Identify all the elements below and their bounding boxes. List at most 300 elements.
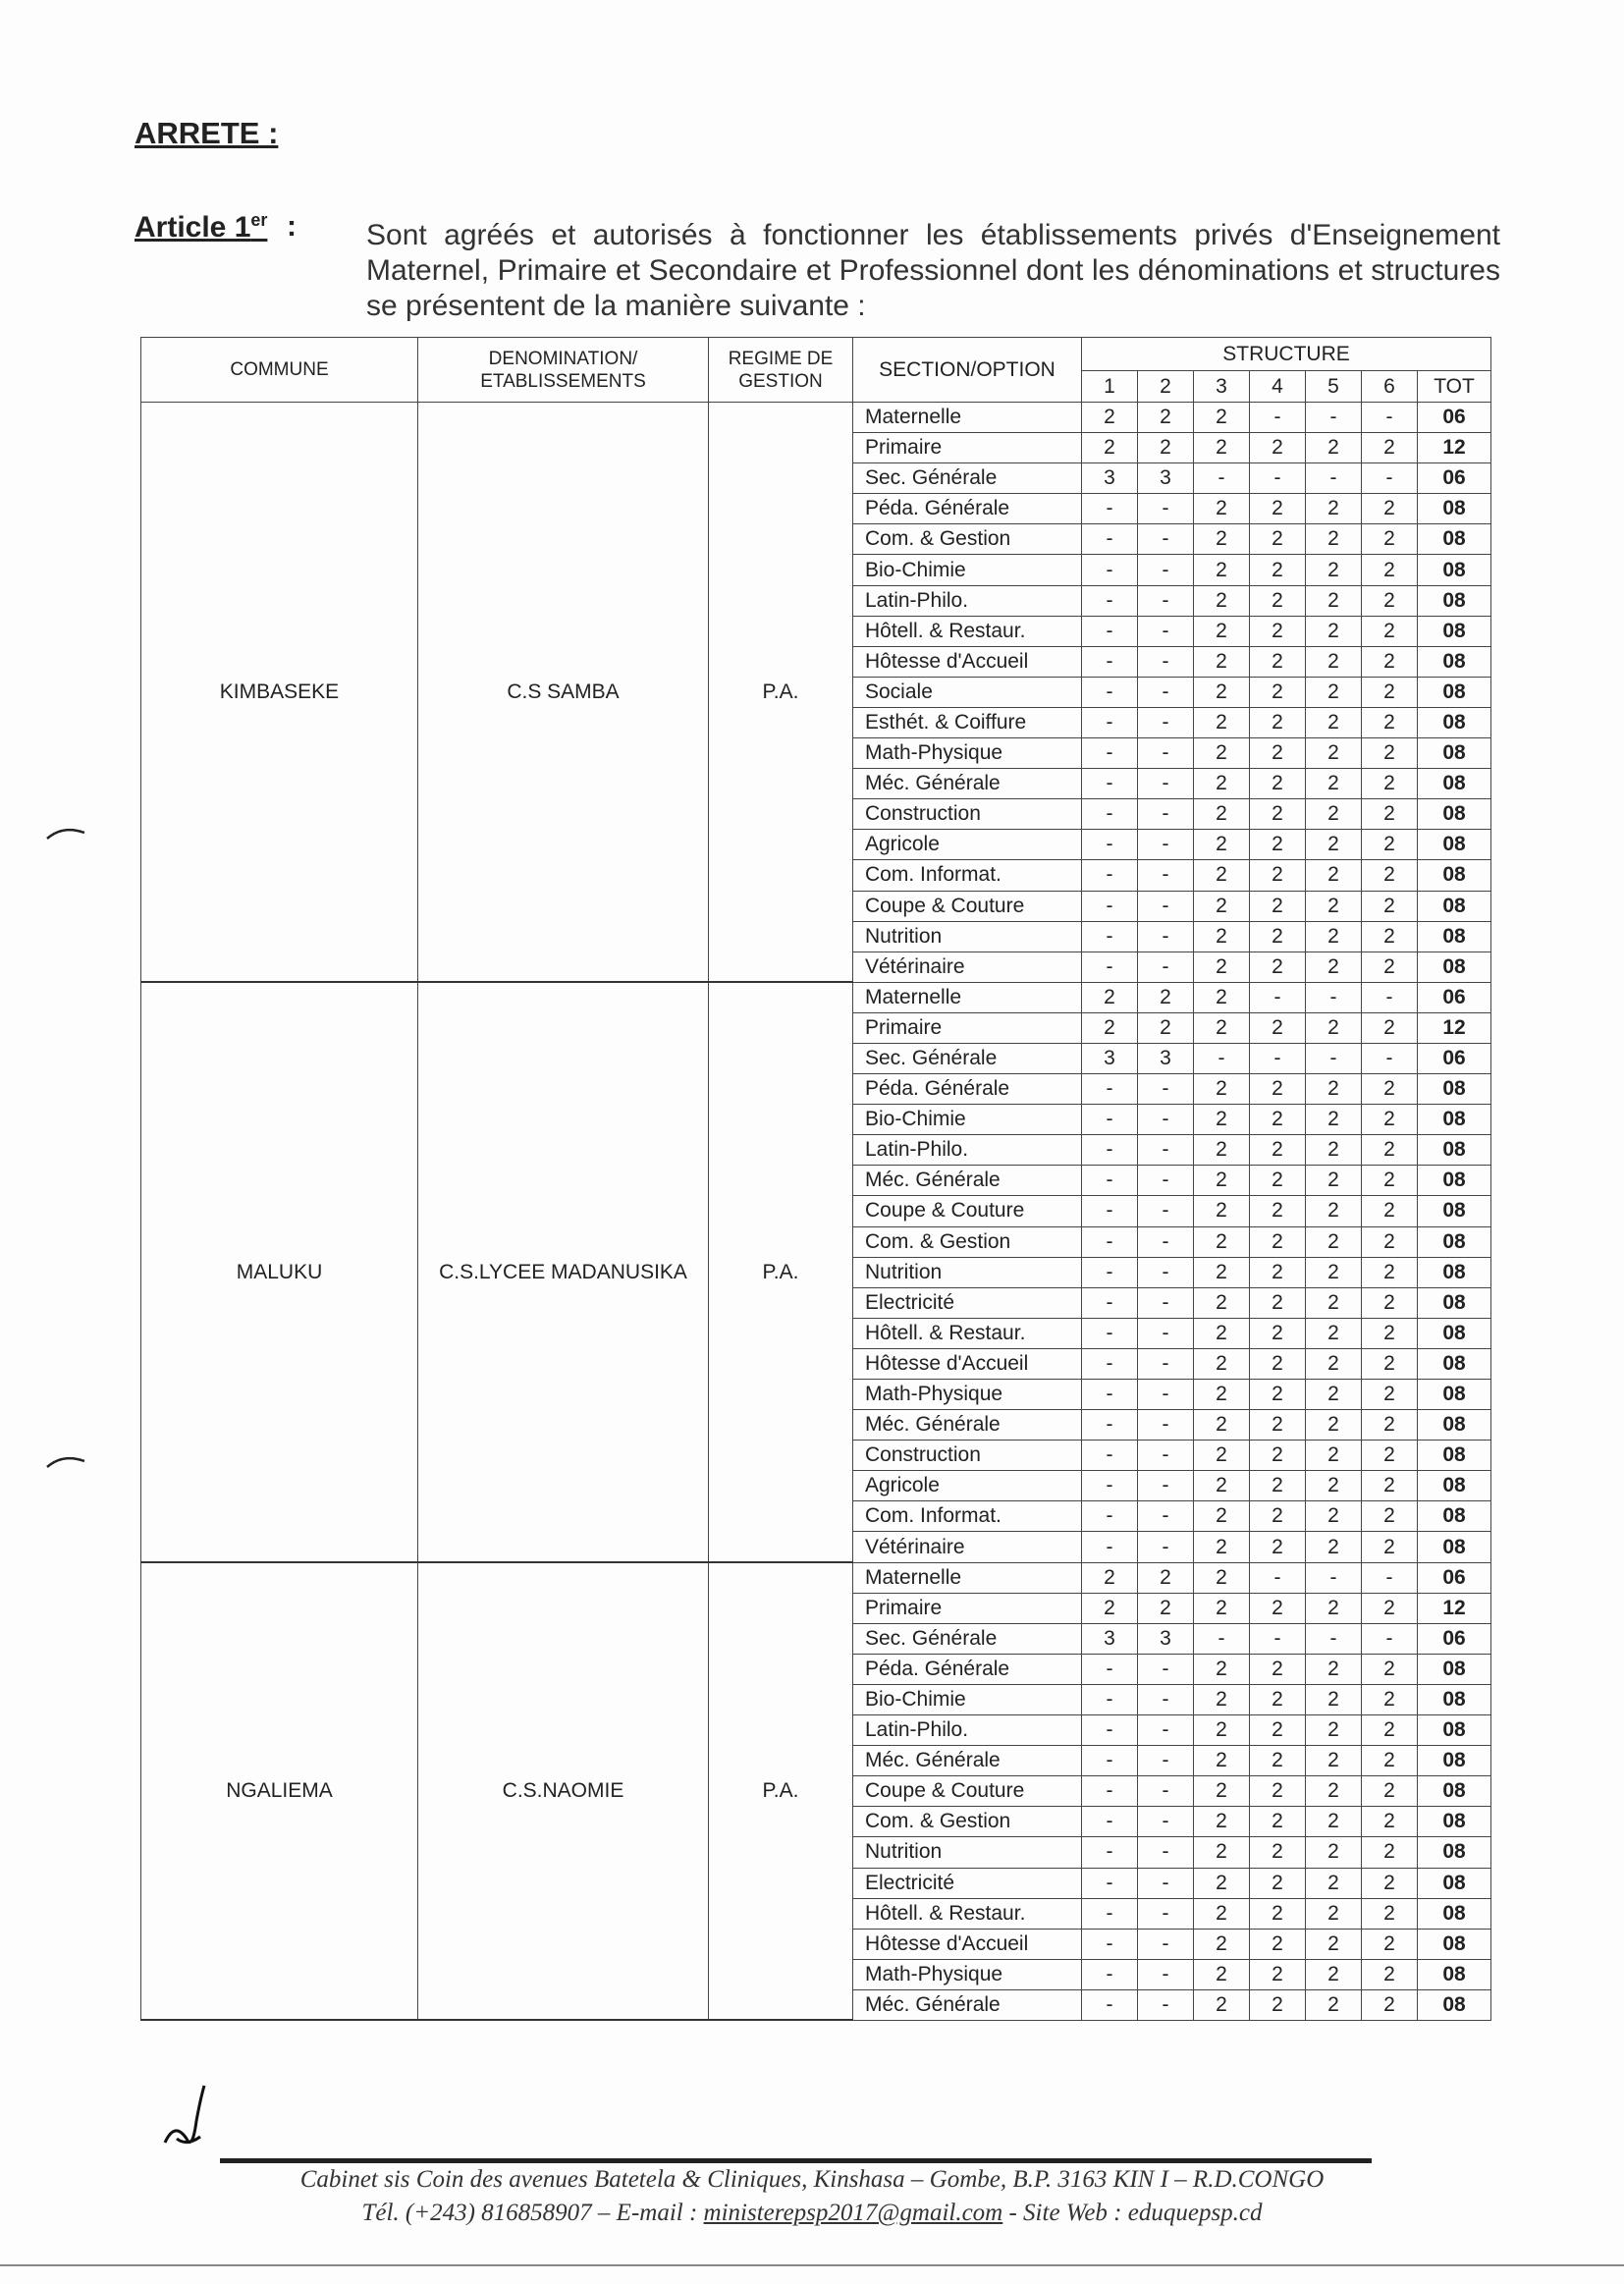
total-cell: 08 [1418, 1684, 1491, 1714]
structure-cell-4: 2 [1250, 1226, 1306, 1257]
structure-cell-6: 2 [1362, 1380, 1418, 1410]
margin-mark-1 [45, 823, 88, 843]
structure-cell-3: 2 [1194, 830, 1250, 860]
structure-cell-3: 2 [1194, 1196, 1250, 1226]
structure-cell-3: 2 [1194, 1898, 1250, 1929]
regime-cell: P.A. [709, 982, 853, 1562]
structure-cell-6: 2 [1362, 1837, 1418, 1868]
structure-cell-4: 2 [1250, 1471, 1306, 1501]
total-cell: 08 [1418, 1471, 1491, 1501]
structure-cell-4: 2 [1250, 830, 1306, 860]
article-label-text: Article 1 [135, 211, 251, 244]
structure-cell-5: 2 [1306, 1929, 1362, 1959]
structure-cell-3: 2 [1194, 433, 1250, 463]
structure-cell-5: 2 [1306, 1257, 1362, 1287]
structure-cell-6: 2 [1362, 1471, 1418, 1501]
structure-cell-5: 2 [1306, 1318, 1362, 1348]
structure-cell-6: 2 [1362, 830, 1418, 860]
structure-cell-4: 2 [1250, 738, 1306, 769]
structure-cell-6: 2 [1362, 585, 1418, 616]
signature-mark [157, 2082, 226, 2160]
header-section: SECTION/OPTION [853, 338, 1082, 403]
etablissement-cell: C.S.NAOMIE [418, 1562, 709, 2020]
structure-cell-5: 2 [1306, 1380, 1362, 1410]
structure-cell-5: 2 [1306, 1684, 1362, 1714]
structure-cell-3: 2 [1194, 1135, 1250, 1166]
structure-cell-1: - [1082, 1898, 1138, 1929]
structure-cell-5: 2 [1306, 1105, 1362, 1135]
section-option-cell: Méc. Générale [853, 769, 1082, 799]
structure-cell-1: - [1082, 738, 1138, 769]
structure-cell-3: 2 [1194, 921, 1250, 952]
structure-cell-4: 2 [1250, 1166, 1306, 1196]
section-option-cell: Bio-Chimie [853, 1684, 1082, 1714]
structure-cell-5: 2 [1306, 738, 1362, 769]
footer-email-link[interactable]: ministerepsp2017@gmail.com [703, 2200, 1003, 2226]
structure-cell-1: - [1082, 1287, 1138, 1318]
structure-cell-3: - [1194, 1043, 1250, 1073]
total-cell: 08 [1418, 1074, 1491, 1105]
structure-cell-2: - [1138, 1441, 1194, 1471]
section-option-cell: Latin-Philo. [853, 1135, 1082, 1166]
structure-cell-6: - [1362, 1623, 1418, 1654]
structure-cell-1: - [1082, 1135, 1138, 1166]
commune-cell: MALUKU [141, 982, 418, 1562]
section-option-cell: Primaire [853, 1012, 1082, 1043]
structure-cell-2: - [1138, 707, 1194, 737]
header-regime: REGIME DE GESTION [709, 338, 853, 403]
structure-cell-4: 2 [1250, 1929, 1306, 1959]
structure-cell-4: 2 [1250, 1257, 1306, 1287]
structure-cell-2: 3 [1138, 1043, 1194, 1073]
structure-cell-3: 2 [1194, 1380, 1250, 1410]
structure-cell-1: 2 [1082, 1593, 1138, 1623]
total-cell: 08 [1418, 1257, 1491, 1287]
structure-cell-1: - [1082, 1654, 1138, 1684]
structure-cell-6: 2 [1362, 1898, 1418, 1929]
section-option-cell: Construction [853, 1441, 1082, 1471]
structure-cell-5: 2 [1306, 494, 1362, 524]
structure-cell-5: 2 [1306, 1989, 1362, 2020]
footer-website: - Site Web : eduquepsp.cd [1002, 2200, 1263, 2226]
structure-cell-6: 2 [1362, 1135, 1418, 1166]
section-option-cell: Latin-Philo. [853, 585, 1082, 616]
section-option-cell: Electricité [853, 1287, 1082, 1318]
total-cell: 08 [1418, 1929, 1491, 1959]
structure-cell-5: 2 [1306, 1501, 1362, 1532]
structure-cell-5: 2 [1306, 1532, 1362, 1562]
structure-cell-1: - [1082, 1501, 1138, 1532]
structure-cell-1: - [1082, 1074, 1138, 1105]
section-option-cell: Méc. Générale [853, 1410, 1082, 1441]
header-denomination: DENOMINATION/ ETABLISSEMENTS [418, 338, 709, 403]
total-cell: 08 [1418, 1135, 1491, 1166]
structure-cell-2: - [1138, 860, 1194, 891]
structure-cell-4: 2 [1250, 1105, 1306, 1135]
structure-cell-6: 2 [1362, 646, 1418, 677]
structure-cell-2: - [1138, 1166, 1194, 1196]
structure-cell-6: 2 [1362, 524, 1418, 555]
structure-cell-5: 2 [1306, 1837, 1362, 1868]
header-col-3: 3 [1194, 371, 1250, 403]
regime-cell: P.A. [709, 1562, 853, 2020]
structure-cell-4: 2 [1250, 1196, 1306, 1226]
structure-cell-5: 2 [1306, 1226, 1362, 1257]
structure-cell-5: 2 [1306, 707, 1362, 737]
total-cell: 08 [1418, 1776, 1491, 1807]
section-option-cell: Bio-Chimie [853, 1105, 1082, 1135]
header-structure: STRUCTURE [1082, 338, 1491, 371]
section-option-cell: Coupe & Couture [853, 1196, 1082, 1226]
structure-cell-3: 2 [1194, 799, 1250, 830]
structure-cell-2: 2 [1138, 1012, 1194, 1043]
structure-cell-3: 2 [1194, 1410, 1250, 1441]
total-cell: 08 [1418, 1837, 1491, 1868]
structure-cell-4: 2 [1250, 1348, 1306, 1379]
section-option-cell: Com. Informat. [853, 860, 1082, 891]
structure-cell-1: - [1082, 830, 1138, 860]
total-cell: 08 [1418, 585, 1491, 616]
structure-cell-4: 2 [1250, 1898, 1306, 1929]
structure-cell-2: - [1138, 738, 1194, 769]
structure-cell-2: - [1138, 1989, 1194, 2020]
structure-cell-6: 2 [1362, 1776, 1418, 1807]
structure-cell-2: - [1138, 1898, 1194, 1929]
structure-cell-4: 2 [1250, 1715, 1306, 1746]
structure-cell-1: - [1082, 1166, 1138, 1196]
section-option-cell: Méc. Générale [853, 1166, 1082, 1196]
structure-cell-4: - [1250, 403, 1306, 433]
structure-cell-5: 2 [1306, 1074, 1362, 1105]
structure-cell-5: 2 [1306, 1868, 1362, 1898]
structure-cell-6: - [1362, 403, 1418, 433]
structure-cell-4: 2 [1250, 1012, 1306, 1043]
structure-cell-2: - [1138, 1746, 1194, 1776]
total-cell: 12 [1418, 433, 1491, 463]
structure-cell-1: - [1082, 860, 1138, 891]
structure-cell-3: 2 [1194, 1593, 1250, 1623]
structure-cell-4: 2 [1250, 1959, 1306, 1989]
structure-cell-4: 2 [1250, 1318, 1306, 1348]
structure-cell-3: 2 [1194, 1166, 1250, 1196]
structure-cell-3: 2 [1194, 1226, 1250, 1257]
section-option-cell: Sec. Générale [853, 1043, 1082, 1073]
structure-cell-4: 2 [1250, 1807, 1306, 1837]
structure-cell-5: 2 [1306, 616, 1362, 646]
structure-cell-1: 2 [1082, 403, 1138, 433]
structure-cell-5: 2 [1306, 1654, 1362, 1684]
structure-cell-4: - [1250, 1043, 1306, 1073]
structure-cell-5: 2 [1306, 1593, 1362, 1623]
section-option-cell: Com. & Gestion [853, 524, 1082, 555]
structure-cell-2: - [1138, 952, 1194, 982]
structure-cell-6: 2 [1362, 1348, 1418, 1379]
structure-cell-3: 2 [1194, 891, 1250, 921]
structure-cell-1: - [1082, 494, 1138, 524]
section-option-cell: Coupe & Couture [853, 891, 1082, 921]
structure-cell-3: - [1194, 463, 1250, 494]
structure-cell-2: - [1138, 494, 1194, 524]
structure-cell-4: 2 [1250, 677, 1306, 707]
structure-cell-3: 2 [1194, 1105, 1250, 1135]
structure-cell-6: 2 [1362, 1807, 1418, 1837]
total-cell: 08 [1418, 616, 1491, 646]
header-col-4: 4 [1250, 371, 1306, 403]
total-cell: 06 [1418, 982, 1491, 1012]
total-cell: 08 [1418, 1898, 1491, 1929]
structure-cell-2: - [1138, 1226, 1194, 1257]
structure-cell-3: 2 [1194, 707, 1250, 737]
structure-cell-1: - [1082, 677, 1138, 707]
structure-cell-4: 2 [1250, 1868, 1306, 1898]
structure-cell-2: - [1138, 646, 1194, 677]
header-col-6: 6 [1362, 371, 1418, 403]
structure-cell-6: 2 [1362, 799, 1418, 830]
structure-cell-4: - [1250, 1562, 1306, 1593]
header-col-tot: TOT [1418, 371, 1491, 403]
structure-cell-1: - [1082, 921, 1138, 952]
footer-rule [220, 2158, 1372, 2163]
section-option-cell: Primaire [853, 433, 1082, 463]
structure-cell-1: - [1082, 1471, 1138, 1501]
structure-cell-1: - [1082, 1348, 1138, 1379]
section-option-cell: Hôtesse d'Accueil [853, 1929, 1082, 1959]
structure-cell-6: 2 [1362, 1593, 1418, 1623]
structure-cell-6: 2 [1362, 1868, 1418, 1898]
structure-cell-3: 2 [1194, 1501, 1250, 1532]
structure-cell-4: 2 [1250, 494, 1306, 524]
total-cell: 08 [1418, 1501, 1491, 1532]
structure-cell-2: - [1138, 1807, 1194, 1837]
section-option-cell: Com. & Gestion [853, 1226, 1082, 1257]
structure-cell-1: - [1082, 1959, 1138, 1989]
structure-cell-4: 2 [1250, 1593, 1306, 1623]
structure-cell-1: - [1082, 1715, 1138, 1746]
section-option-cell: Vétérinaire [853, 952, 1082, 982]
bottom-rule [0, 2264, 1624, 2266]
structure-cell-1: - [1082, 1532, 1138, 1562]
structure-cell-1: - [1082, 1776, 1138, 1807]
structure-cell-4: 2 [1250, 769, 1306, 799]
structure-cell-4: 2 [1250, 799, 1306, 830]
structure-cell-3: 2 [1194, 494, 1250, 524]
structure-cell-6: 2 [1362, 1654, 1418, 1684]
structure-cell-2: - [1138, 1196, 1194, 1226]
structure-cell-6: 2 [1362, 1287, 1418, 1318]
structure-cell-3: 2 [1194, 1318, 1250, 1348]
structure-cell-6: 2 [1362, 1684, 1418, 1714]
structure-cell-1: - [1082, 616, 1138, 646]
structure-cell-4: - [1250, 463, 1306, 494]
structure-cell-1: - [1082, 1318, 1138, 1348]
total-cell: 08 [1418, 891, 1491, 921]
regime-cell: P.A. [709, 403, 853, 983]
structure-cell-3: 2 [1194, 1837, 1250, 1868]
total-cell: 08 [1418, 1196, 1491, 1226]
structure-cell-4: 2 [1250, 1654, 1306, 1684]
structure-cell-2: 2 [1138, 982, 1194, 1012]
structure-cell-4: 2 [1250, 1989, 1306, 2020]
structure-cell-3: 2 [1194, 1929, 1250, 1959]
section-option-cell: Nutrition [853, 921, 1082, 952]
structure-cell-5: 2 [1306, 1441, 1362, 1471]
structure-cell-5: 2 [1306, 1807, 1362, 1837]
footer-contact [0, 2200, 1624, 2227]
section-option-cell: Electricité [853, 1868, 1082, 1898]
total-cell: 08 [1418, 830, 1491, 860]
section-option-cell: Péda. Générale [853, 494, 1082, 524]
section-option-cell: Hôtesse d'Accueil [853, 1348, 1082, 1379]
structure-cell-2: - [1138, 1318, 1194, 1348]
structure-cell-4: 2 [1250, 707, 1306, 737]
structure-cell-3: 2 [1194, 1562, 1250, 1593]
structure-cell-3: 2 [1194, 403, 1250, 433]
structure-cell-1: - [1082, 524, 1138, 555]
structure-cell-1: - [1082, 1410, 1138, 1441]
footer-address: Cabinet sis Coin des avenues Batetela & Cliniques, Kinshasa – Gombe, B.P. 3163 KIN I – R.D.CONGO [299, 2166, 1325, 2193]
total-cell: 08 [1418, 738, 1491, 769]
structure-cell-2: 3 [1138, 1623, 1194, 1654]
structure-cell-3: 2 [1194, 524, 1250, 555]
section-option-cell: Math-Physique [853, 1959, 1082, 1989]
section-option-cell: Péda. Générale [853, 1074, 1082, 1105]
section-option-cell: Vétérinaire [853, 1532, 1082, 1562]
structure-cell-6: - [1362, 982, 1418, 1012]
structure-cell-2: 2 [1138, 1593, 1194, 1623]
structure-cell-5: 2 [1306, 1196, 1362, 1226]
structure-cell-6: 2 [1362, 555, 1418, 585]
structure-cell-3: 2 [1194, 1012, 1250, 1043]
structure-cell-4: 2 [1250, 1074, 1306, 1105]
total-cell: 08 [1418, 860, 1491, 891]
total-cell: 08 [1418, 799, 1491, 830]
structure-cell-3: 2 [1194, 1654, 1250, 1684]
total-cell: 08 [1418, 494, 1491, 524]
structure-cell-1: - [1082, 952, 1138, 982]
article-label-sup: er [250, 210, 268, 230]
structure-cell-5: - [1306, 1043, 1362, 1073]
structure-cell-5: 2 [1306, 769, 1362, 799]
structure-cell-6: - [1362, 1043, 1418, 1073]
structure-cell-4: 2 [1250, 860, 1306, 891]
structure-cell-1: - [1082, 646, 1138, 677]
structure-cell-2: - [1138, 921, 1194, 952]
structure-cell-6: 2 [1362, 1166, 1418, 1196]
structure-cell-2: - [1138, 1380, 1194, 1410]
structure-cell-3: 2 [1194, 1959, 1250, 1989]
structure-cell-3: 2 [1194, 677, 1250, 707]
structure-cell-4: 2 [1250, 433, 1306, 463]
structure-cell-2: - [1138, 799, 1194, 830]
structure-cell-5: - [1306, 403, 1362, 433]
structure-cell-2: - [1138, 1868, 1194, 1898]
structure-cell-5: 2 [1306, 677, 1362, 707]
structure-cell-2: - [1138, 1287, 1194, 1318]
structure-cell-1: - [1082, 585, 1138, 616]
structure-cell-6: 2 [1362, 1410, 1418, 1441]
structure-cell-1: - [1082, 1989, 1138, 2020]
structure-cell-3: 2 [1194, 860, 1250, 891]
total-cell: 06 [1418, 1043, 1491, 1073]
structure-cell-6: 2 [1362, 1532, 1418, 1562]
structure-cell-1: - [1082, 1746, 1138, 1776]
structure-cell-6: 2 [1362, 921, 1418, 952]
table-row [141, 982, 1491, 1012]
structure-cell-2: - [1138, 830, 1194, 860]
structure-cell-5: - [1306, 1623, 1362, 1654]
structure-cell-1: - [1082, 555, 1138, 585]
structure-cell-2: - [1138, 677, 1194, 707]
structure-cell-1: 3 [1082, 1043, 1138, 1073]
structure-cell-5: 2 [1306, 1348, 1362, 1379]
structure-cell-2: - [1138, 1776, 1194, 1807]
structure-cell-5: 2 [1306, 1898, 1362, 1929]
structure-cell-4: 2 [1250, 891, 1306, 921]
structure-cell-2: - [1138, 555, 1194, 585]
structure-cell-1: - [1082, 891, 1138, 921]
structure-cell-5: - [1306, 463, 1362, 494]
total-cell: 08 [1418, 1380, 1491, 1410]
structure-cell-3: 2 [1194, 1868, 1250, 1898]
structure-cell-3: 2 [1194, 1776, 1250, 1807]
structure-cell-3: 2 [1194, 1257, 1250, 1287]
section-option-cell: Esthét. & Coiffure [853, 707, 1082, 737]
structure-cell-4: 2 [1250, 1746, 1306, 1776]
structure-cell-1: - [1082, 1257, 1138, 1287]
table-row [141, 1562, 1491, 1593]
structure-cell-6: 2 [1362, 433, 1418, 463]
etablissement-cell: C.S.LYCEE MADANUSIKA [418, 982, 709, 1562]
commune-cell: NGALIEMA [141, 1562, 418, 2020]
structure-cell-1: - [1082, 1868, 1138, 1898]
structure-cell-5: 2 [1306, 860, 1362, 891]
structure-cell-6: 2 [1362, 1074, 1418, 1105]
structure-cell-6: 2 [1362, 1441, 1418, 1471]
structure-cell-4: 2 [1250, 1532, 1306, 1562]
section-option-cell: Sociale [853, 677, 1082, 707]
structure-cell-6: 2 [1362, 1959, 1418, 1989]
total-cell: 08 [1418, 1226, 1491, 1257]
section-option-cell: Hôtell. & Restaur. [853, 1318, 1082, 1348]
structure-cell-6: 2 [1362, 1257, 1418, 1287]
structure-cell-5: 2 [1306, 1012, 1362, 1043]
structure-cell-3: 2 [1194, 1684, 1250, 1714]
total-cell: 06 [1418, 463, 1491, 494]
margin-mark-2 [45, 1451, 88, 1471]
structure-cell-1: 2 [1082, 982, 1138, 1012]
section-option-cell: Hôtell. & Restaur. [853, 616, 1082, 646]
section-option-cell: Nutrition [853, 1837, 1082, 1868]
commune-cell: KIMBASEKE [141, 403, 418, 983]
structure-cell-4: 2 [1250, 524, 1306, 555]
total-cell: 12 [1418, 1012, 1491, 1043]
structure-cell-6: 2 [1362, 1989, 1418, 2020]
structure-cell-5: 2 [1306, 1166, 1362, 1196]
structure-cell-1: - [1082, 1380, 1138, 1410]
article-text: Sont agréés et autorisés à fonctionner les établissements privés d'Enseignement Maternel, Primaire et Secondaire et Professionnel dont les dénominations et structures se présentent de la manière suivante : [366, 219, 1500, 322]
structure-cell-5: - [1306, 1562, 1362, 1593]
total-cell: 06 [1418, 1623, 1491, 1654]
structure-cell-4: 2 [1250, 1135, 1306, 1166]
structure-cell-2: - [1138, 1684, 1194, 1714]
total-cell: 08 [1418, 1287, 1491, 1318]
structure-cell-2: - [1138, 1837, 1194, 1868]
structure-cell-6: 2 [1362, 738, 1418, 769]
structure-cell-3: 2 [1194, 769, 1250, 799]
total-cell: 08 [1418, 769, 1491, 799]
total-cell: 12 [1418, 1593, 1491, 1623]
section-option-cell: Agricole [853, 830, 1082, 860]
